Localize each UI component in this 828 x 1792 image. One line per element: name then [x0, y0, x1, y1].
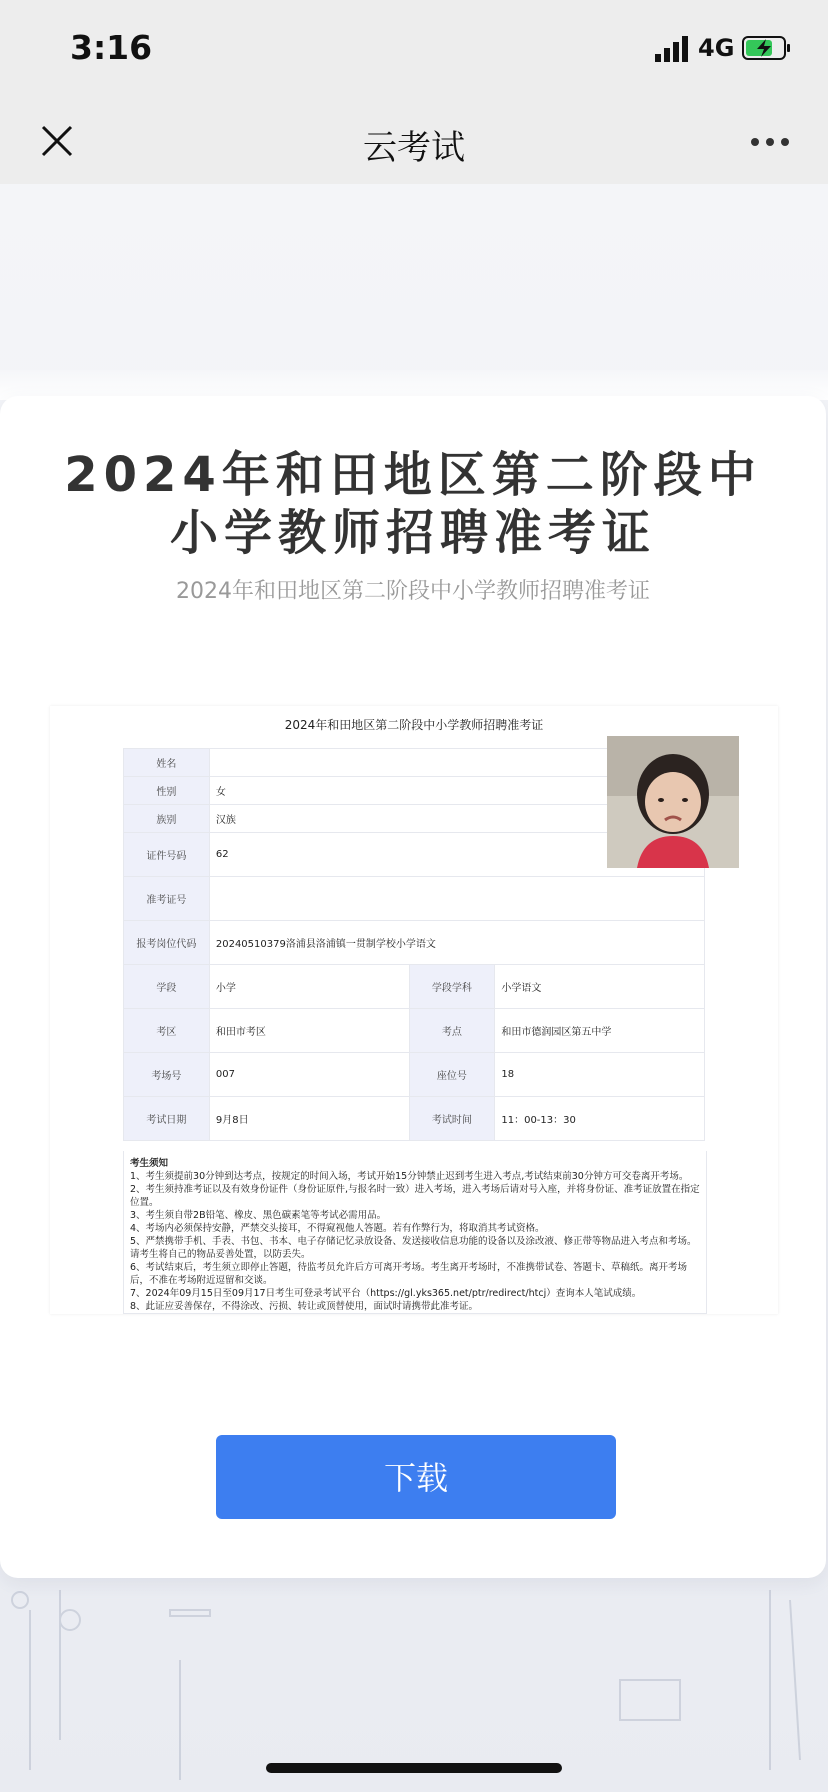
exam-card — [0, 396, 826, 1578]
field-label: 族别 — [124, 805, 210, 833]
notice-item: 4、考场内必须保持安静，严禁交头接耳，不得窥视他人答题。若有作弊行为，将取消其考试资格。 — [130, 1223, 545, 1234]
field-label: 考点 — [409, 1009, 495, 1053]
table-row — [124, 1053, 705, 1097]
field-value: 和田市德润园区第五中学 — [495, 1009, 705, 1053]
table-row — [124, 1097, 705, 1141]
notice-item: 8、此证应妥善保存，不得涂改、污损、转让或顶替使用，面试时请携带此准考证。 — [130, 1301, 479, 1312]
table-row — [124, 921, 705, 965]
field-label: 考试时间 — [409, 1097, 495, 1141]
signal-icon — [655, 36, 689, 62]
field-value: 女 — [209, 777, 704, 805]
field-label: 考场号 — [124, 1053, 210, 1097]
home-indicator[interactable] — [266, 1763, 562, 1773]
notice-title: 考生须知 — [130, 1158, 169, 1169]
field-label: 报考岗位代码 — [124, 921, 210, 965]
field-label: 座位号 — [409, 1053, 495, 1097]
notice-item: 7、2024年09月15日至09月17日考生可登录考试平台（https://gl.yks365.net/ptr/redirect/htcj）查询本人笔试成绩。 — [130, 1288, 642, 1299]
field-label: 学段学科 — [409, 965, 495, 1009]
notice-item: 5、严禁携带手机、手表、书包、书本、电子存储记忆录放设备、发送接收信息功能的设备以及涂改液、修正带等物品进入考点和考场。请考生将自己的物品妥善处置，以防丢失。 — [130, 1236, 697, 1260]
field-value: 汉族 — [209, 805, 704, 833]
card-subtitle: 2024年和田地区第二阶段中小学教师招聘准考证 — [176, 579, 650, 604]
field-label: 性别 — [124, 777, 210, 805]
field-label: 学段 — [124, 965, 210, 1009]
field-label: 准考证号 — [124, 877, 210, 921]
candidate-photo — [607, 736, 739, 868]
field-value: 20240510379洛浦县洛浦镇一贯制学校小学语文 — [209, 921, 704, 965]
admission-ticket — [50, 706, 778, 1314]
photo-image — [607, 736, 739, 868]
field-value: 小学 — [209, 965, 409, 1009]
field-value — [209, 877, 704, 921]
field-label: 证件号码 — [124, 833, 210, 877]
field-value: 007 — [209, 1053, 409, 1097]
download-button[interactable]: 下载 — [216, 1435, 616, 1519]
field-value: 和田市考区 — [209, 1009, 409, 1053]
more-icon[interactable] — [750, 136, 790, 148]
notice-item: 3、考生须自带2B铅笔、橡皮、黑色碳素笔等考试必需用品。 — [130, 1210, 387, 1221]
table-row — [124, 965, 705, 1009]
card-title: 2024年和田地区第二阶段中小学教师招聘准考证 — [64, 447, 762, 561]
field-value: 62 — [209, 833, 704, 877]
field-value: 18 — [495, 1053, 705, 1097]
notice-item: 1、考生须提前30分钟到达考点，按规定的时间入场，考试开始15分钟禁止迟到考生进入考点,考试结束前30分钟方可交卷离开考场。 — [130, 1171, 689, 1182]
status-time: 3:16 — [70, 28, 153, 67]
nav-bar — [0, 100, 828, 184]
exam-notice — [123, 1151, 707, 1314]
notice-item: 6、考试结束后，考生须立即停止答题，待监考员允许后方可离开考场。考生离开考场时，不准携带试卷、答题卡、草稿纸。离开考场后，不准在考场附近逗留和交谈。 — [130, 1262, 688, 1286]
field-label: 考区 — [124, 1009, 210, 1053]
status-bar — [0, 0, 828, 100]
notice-item: 2、考生须持准考证以及有效身份证件（身份证原件,与报名时一致）进入考场，进入考场后请对号入座，并将身份证、准考证放置在指定位置。 — [130, 1184, 700, 1208]
network-type: 4G — [698, 34, 735, 62]
field-value: 小学语文 — [495, 965, 705, 1009]
table-row — [124, 877, 705, 921]
background-illustration — [0, 1580, 828, 1792]
battery-charging-icon — [742, 36, 792, 60]
field-value: 11：00-13：30 — [495, 1097, 705, 1141]
field-value: 9月8日 — [209, 1097, 409, 1141]
field-label: 姓名 — [124, 749, 210, 777]
nav-title: 云考试 — [363, 128, 465, 168]
ticket-title: 2024年和田地区第二阶段中小学教师招聘准考证 — [284, 718, 544, 732]
table-row — [124, 1009, 705, 1053]
field-label: 考试日期 — [124, 1097, 210, 1141]
